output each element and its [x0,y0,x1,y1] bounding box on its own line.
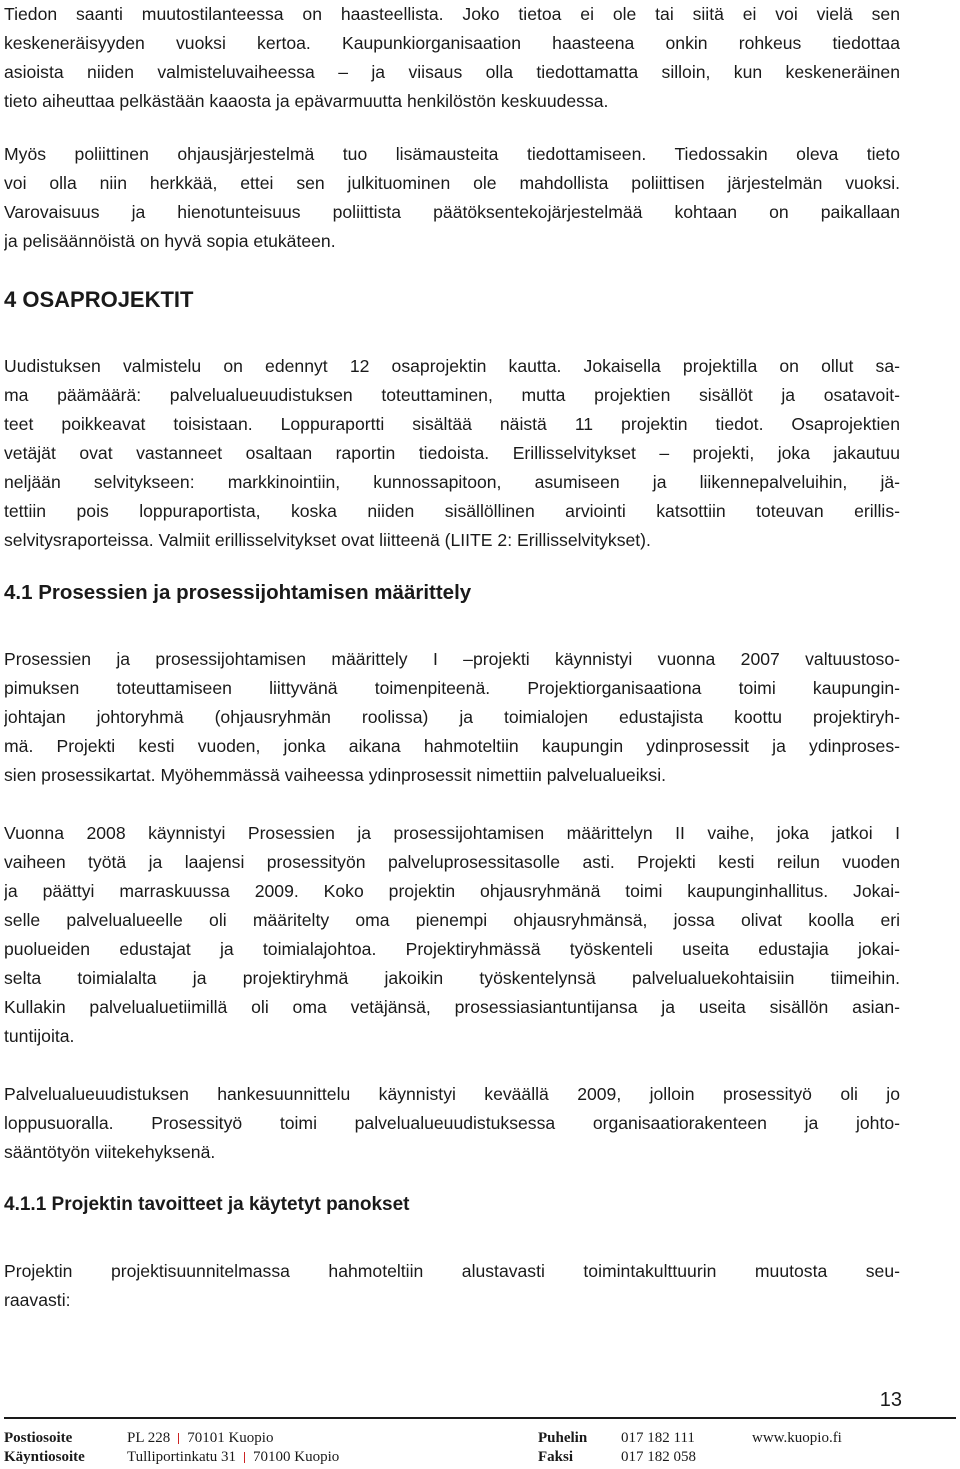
footer-row-postal [4,1429,956,1448]
subsubsection-heading: 4.1.1 Projektin tavoitteet ja käytetyt panokset [4,1194,410,1215]
text-line: sien prosessikartat. Myöhemmässä vaiheessa ydinprosessit nimettiin palvelualueiksi. [4,765,667,785]
visiting-city: 70100 Kuopio [253,1449,340,1465]
postal-box: PL 228 [127,1430,171,1446]
text-line: Vuonna 2008 käynnistyi Prosessien ja prosessijohtamisen määrittelyn II vaihe, joka jatkoi I [4,823,900,843]
footer-divider [4,1417,956,1419]
postal-address [127,1429,273,1448]
subsection-heading: 4.1 Prosessien ja prosessijohtamisen määrittely [4,581,472,604]
text-line: tettiin pois loppuraportista, koska niiden sisällöllinen arviointi katsottiin toteuvan erillis- [4,501,900,521]
visiting-street: Tulliportinkatu 31 [127,1449,237,1465]
visiting-address-label: Käyntiosoite [4,1449,85,1465]
text-line: puolueiden edustajat ja toimialajohtoa. Projektiryhmässä työskenteli useita edustajia jokai- [4,939,900,959]
text-line: Projektin projektisuunnitelmassa hahmoteltiin alustavasti toimintakulttuurin muutosta seu- [4,1261,900,1281]
text-line: raavasti: [4,1290,71,1310]
text-line: pimuksen toteuttamiseen liittyvänä toimenpiteenä. Projektiorganisaationa toimi kaupungin- [4,678,900,698]
text-line: Kullakin palvelualuetiimillä oli oma vetäjänsä, prosessiasiantuntijansa ja useita sisällön asian- [4,997,900,1017]
separator [178,1433,179,1444]
section-heading: 4 OSAPROJEKTIT [4,287,194,312]
text-line: vetäjät ovat vastanneet osaltaan raportin tiedoista. Erillisselvitykset – projekti, joka jakautuu [4,443,900,463]
text-line: johtajan johtoryhmä (ohjausryhmän roolissa) ja toimialojen edustajista koottu projektiryh- [4,707,900,727]
text-line: Varovaisuus ja hienotunteisuus poliittista päätöksentekojärjestelmää kohtaan on paikallaan [4,202,900,222]
text-line: Prosessien ja prosessijohtamisen määrittely I –projekti käynnistyi vuonna 2007 valtuustoso- [4,649,900,669]
text-line: sääntötyön viitekehyksenä. [4,1142,216,1162]
text-line: loppusuoralla. Prosessityö toimi palvelualueuudistuksessa organisaatiorakenteen ja johto- [4,1113,900,1133]
phone-label: Puhelin [538,1430,588,1446]
text-line: ja päättyi marraskuussa 2009. Koko projektin ohjausryhmänä toimi kaupunginhallitus. Jokai- [4,881,900,901]
page-footer [4,1429,956,1467]
text-line: asioista niiden valmisteluvaiheessa – ja viisaus olla tiedottamatta silloin, kun keskeneräinen [4,62,900,82]
text-line: Uudistuksen valmistelu on edennyt 12 osaprojektin kautta. Jokaisella projektilla on ollut sa- [4,356,900,376]
text-line: vaiheen työtä ja laajensi prosessityön palveluprosessitasolle asti. Projekti kesti reilun vuoden [4,852,900,872]
phone-number: 017 182 111 [621,1430,695,1446]
text-line: selle palvelualueelle oli määritelty oma pienempi ohjausryhmänsä, jossa olivat koolla eri [4,910,900,930]
postal-address-label: Postiosoite [4,1430,73,1446]
text-line: ma päämäärä: palvelualueuudistuksen toteuttaminen, mutta projektien sisällöt ja osatavoit- [4,385,900,405]
separator [244,1452,245,1463]
text-line: neljään selvitykseen: markkinointiin, kunnossapitoon, asumiseen ja liikennepalveluihin, jä- [4,472,900,492]
footer-row-visit [4,1448,956,1467]
page-number: 13 [879,1389,902,1411]
text-line: Tiedon saanti muutostilanteessa on haasteellista. Joko tietoa ei ole tai siitä ei voi vielä sen [4,4,900,24]
text-line: Myös poliittinen ohjausjärjestelmä tuo lisämausteita tiedottamiseen. Tiedossakin oleva tieto [4,144,900,164]
website-link[interactable]: www.kuopio.fi [752,1430,842,1446]
text-line: mä. Projekti kesti vuoden, jonka aikana hahmoteltiin kaupungin ydinprosessit ja ydinproses- [4,736,900,756]
text-line: selta toimialalta ja projektiryhmä jakoikin työskentelynsä palvelualuekohtaisiin tiimeihin. [4,968,900,988]
postal-city: 70101 Kuopio [187,1430,274,1446]
text-line: ja pelisäännöistä on hyvä sopia etukäteen. [4,231,336,251]
text-line: Palvelualueuudistuksen hankesuunnittelu käynnistyi keväällä 2009, jolloin prosessityö oli jo [4,1084,900,1104]
text-line: keskeneräisyyden vuoksi kertoa. Kaupunkiorganisaation haasteena onkin rohkeus tiedottaa [4,33,900,53]
document-body [4,0,900,1315]
text-line: tuntijoita. [4,1026,75,1046]
fax-number: 017 182 058 [621,1449,696,1465]
text-line: tieto aiheuttaa pelkästään kaaosta ja epävarmuutta henkilöstön keskuudessa. [4,91,609,111]
text-line: selvitysraporteissa. Valmiit erillisselvitykset ovat liitteenä (LIITE 2: Erillisselvitykset). [4,530,651,550]
fax-label: Faksi [538,1449,574,1465]
text-line: teet poikkeavat toisistaan. Loppuraportti sisältää näistä 11 projektin tiedot. Osaprojektien [4,414,900,434]
text-line: voi olla niin herkkää, ettei sen julkituominen ole mahdollista poliittisen järjestelmän vuoksi. [4,173,900,193]
visiting-address [127,1448,339,1467]
